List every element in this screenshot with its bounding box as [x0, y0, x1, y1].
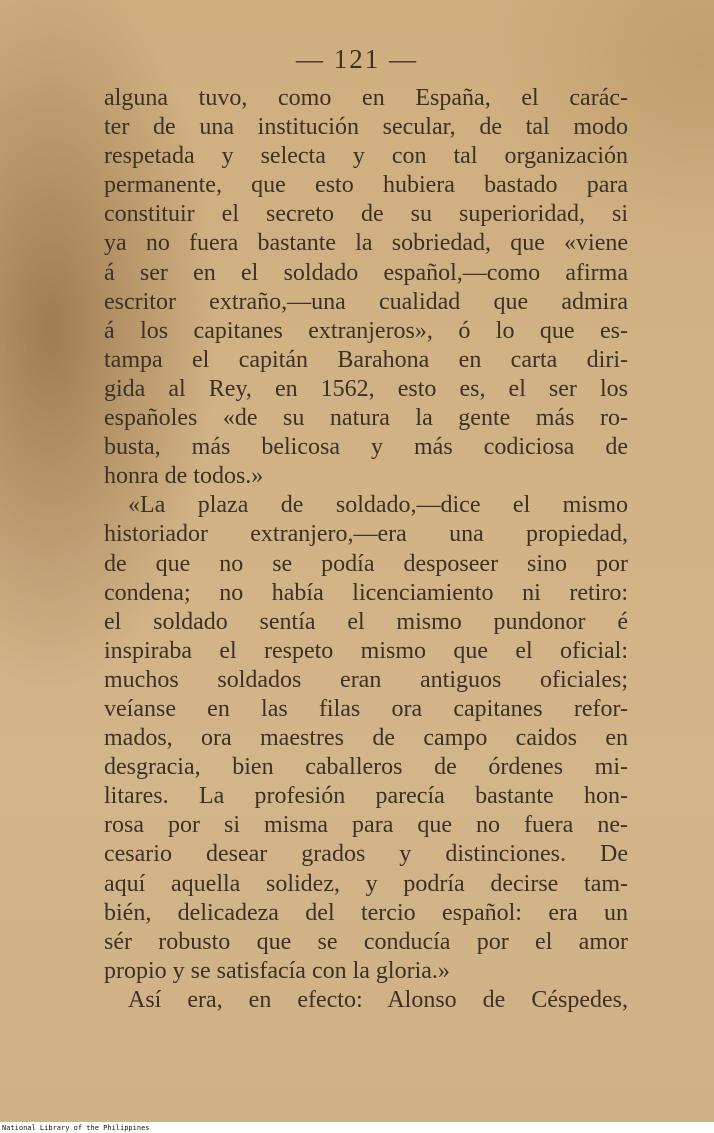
- text-line: Así era, en efecto: Alonso de Céspedes,: [128, 986, 628, 1013]
- text-line: á ser en el soldado español,—como afirma: [104, 259, 628, 286]
- text-line: rosa por si misma para que no fuera ne-: [104, 812, 628, 839]
- text-line: ter de una institución secular, de tal modo: [104, 114, 628, 141]
- text-line: propio y se satisfacía con la gloria.»: [104, 957, 450, 984]
- text-line: tampa el capitán Barahona en carta diri-: [104, 346, 628, 373]
- text-line: cesario desear grados y distinciones. De: [104, 841, 628, 868]
- text-line: mados, ora maestres de campo caidos en: [104, 725, 628, 752]
- text-line: ya no fuera bastante la sobriedad, que «viene: [104, 230, 628, 257]
- text-line: españoles «de su natura la gente más ro-: [104, 405, 628, 432]
- library-credit: National Library of the Philippines: [2, 1124, 150, 1132]
- text-line: sér robusto que se conducía por el amor: [104, 928, 628, 955]
- text-line: litares. La profesión parecía bastante hon-: [104, 783, 628, 810]
- text-line: muchos soldados eran antiguos oficiales;: [104, 666, 628, 693]
- text-line: permanente, que esto hubiera bastado para: [104, 172, 628, 199]
- page-number: — 121 —: [296, 44, 418, 74]
- text-line: bién, delicadeza del tercio español: era un: [104, 899, 628, 926]
- text-line: constituir el secreto de su superioridad, si: [104, 201, 628, 228]
- text-line: busta, más belicosa y más codiciosa de: [104, 434, 628, 461]
- text-line: aquí aquella solidez, y podría decirse tam-: [104, 870, 628, 897]
- text-line: respetada y selecta y con tal organización: [104, 143, 628, 170]
- text-line: el soldado sentía el mismo pundonor é: [104, 608, 628, 635]
- text-line: gida al Rey, en 1562, esto es, el ser los: [104, 375, 628, 402]
- text-line: alguna tuvo, como en España, el carác-: [104, 85, 628, 111]
- text-line: de que no se podía desposeer sino por: [104, 550, 628, 577]
- text-line: «La plaza de soldado,—dice el mismo: [128, 492, 628, 519]
- body-text: [104, 84, 628, 1015]
- text-line: desgracia, bien caballeros de órdenes mi-: [104, 754, 628, 781]
- text-line: escritor extraño,—una cualidad que admira: [104, 288, 628, 315]
- text-line: á los capitanes extranjeros», ó lo que es-: [104, 317, 628, 344]
- text-line: historiador extranjero,—era una propiedad,: [104, 521, 628, 548]
- text-line: condena; no había licenciamiento ni retiro:: [104, 579, 628, 606]
- text-line: veíanse en las filas ora capitanes refor-: [104, 695, 628, 722]
- text-line: inspiraba el respeto mismo que el oficial:: [104, 637, 628, 664]
- text-line: honra de todos.»: [104, 463, 264, 490]
